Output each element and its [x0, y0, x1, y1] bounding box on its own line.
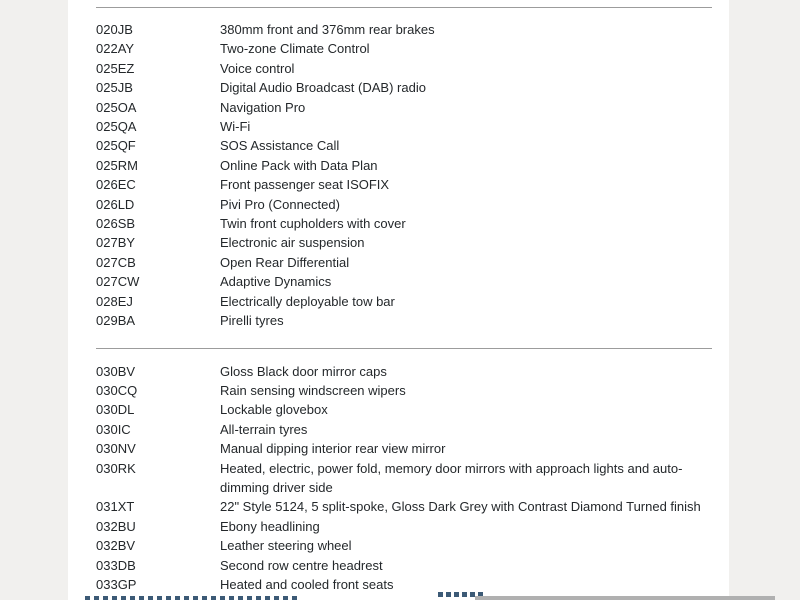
option-description: Gloss Black door mirror caps	[220, 363, 387, 379]
truncated-element-fragment	[475, 596, 775, 600]
option-description: Ebony headlining	[220, 518, 320, 534]
option-code: 033GP	[96, 576, 137, 592]
option-row	[96, 420, 712, 439]
option-description: 380mm front and 376mm rear brakes	[220, 22, 435, 37]
option-row	[96, 214, 712, 233]
option-code: 025QA	[96, 119, 137, 135]
option-code: 030BV	[96, 363, 136, 379]
option-row	[96, 59, 712, 78]
options-section	[96, 362, 712, 595]
option-description: Digital Audio Broadcast (DAB) radio	[220, 80, 426, 96]
option-code: 026SB	[96, 216, 136, 232]
option-row	[96, 517, 712, 536]
option-description: All-terrain tyres	[220, 421, 308, 437]
option-code: 029BA	[96, 313, 136, 329]
option-description: SOS Assistance Call	[220, 138, 340, 154]
option-row	[96, 156, 712, 175]
options-table	[68, 7, 729, 594]
section-divider	[96, 348, 712, 349]
option-code: 032BU	[96, 518, 136, 534]
option-row	[96, 78, 712, 97]
option-code: 030IC	[96, 421, 131, 437]
option-description: Lockable glovebox	[220, 402, 328, 418]
option-code: 033DB	[96, 557, 136, 573]
option-row	[96, 98, 712, 117]
option-code: 026EC	[96, 177, 136, 193]
option-code: 028EJ	[96, 293, 133, 309]
option-description: Pivi Pro (Connected)	[220, 196, 340, 212]
section-divider	[96, 7, 712, 8]
option-description: Navigation Pro	[220, 99, 306, 115]
option-code: 027BY	[96, 235, 136, 251]
option-description: Adaptive Dynamics	[220, 274, 332, 290]
option-description: Electrically deployable tow bar	[220, 293, 395, 309]
option-description: Heated, electric, power fold, memory door mirrors with approach lights and auto-dimming driver side	[220, 460, 683, 495]
option-description: Online Pack with Data Plan	[220, 157, 378, 173]
option-row	[96, 136, 712, 155]
option-code: 022AY	[96, 41, 135, 57]
option-description: Leather steering wheel	[220, 538, 352, 554]
option-row	[96, 381, 712, 400]
option-code: 030DL	[96, 402, 135, 418]
option-code: 025OA	[96, 99, 137, 115]
option-description: Two-zone Climate Control	[220, 41, 370, 57]
option-code: 030RK	[96, 460, 136, 476]
option-code: 030CQ	[96, 382, 138, 398]
options-section	[96, 20, 712, 331]
option-row	[96, 233, 712, 252]
option-description: Electronic air suspension	[220, 235, 365, 251]
option-description: Pirelli tyres	[220, 313, 284, 329]
option-code: 032BV	[96, 538, 136, 554]
option-code: 027CW	[96, 274, 140, 290]
option-description: Front passenger seat ISOFIX	[220, 177, 390, 193]
option-code: 025JB	[96, 80, 133, 96]
option-row	[96, 175, 712, 194]
option-row	[96, 400, 712, 419]
option-description: 22" Style 5124, 5 split-spoke, Gloss Dark Grey with Contrast Diamond Turned finish	[220, 499, 701, 515]
option-row	[96, 362, 712, 381]
option-row	[96, 292, 712, 311]
option-description: Manual dipping interior rear view mirror	[220, 441, 446, 457]
option-row	[96, 195, 712, 214]
option-row	[96, 311, 712, 330]
option-description: Wi-Fi	[220, 119, 251, 135]
option-code: 025QF	[96, 138, 136, 154]
option-row	[96, 39, 712, 58]
option-row	[96, 20, 712, 39]
option-code: 025RM	[96, 157, 138, 173]
option-row	[96, 459, 712, 498]
option-row	[96, 556, 712, 575]
option-row	[96, 439, 712, 458]
options-card	[68, 0, 729, 600]
option-row	[96, 272, 712, 291]
option-code: 027CB	[96, 254, 136, 270]
option-code: 025EZ	[96, 60, 135, 76]
option-code: 020JB	[96, 22, 133, 37]
option-row	[96, 497, 712, 516]
option-description: Voice control	[220, 60, 295, 76]
option-row	[96, 117, 712, 136]
option-description: Twin front cupholders with cover	[220, 216, 406, 232]
option-row	[96, 575, 712, 594]
truncated-link-fragment[interactable]	[85, 596, 301, 600]
option-code: 031XT	[96, 499, 135, 515]
option-description: Second row centre headrest	[220, 557, 383, 573]
option-code: 026LD	[96, 196, 135, 212]
option-description: Open Rear Differential	[220, 254, 350, 270]
option-description: Rain sensing windscreen wipers	[220, 382, 406, 398]
option-code: 030NV	[96, 441, 136, 457]
option-row	[96, 253, 712, 272]
option-description: Heated and cooled front seats	[220, 576, 394, 592]
option-row	[96, 536, 712, 555]
